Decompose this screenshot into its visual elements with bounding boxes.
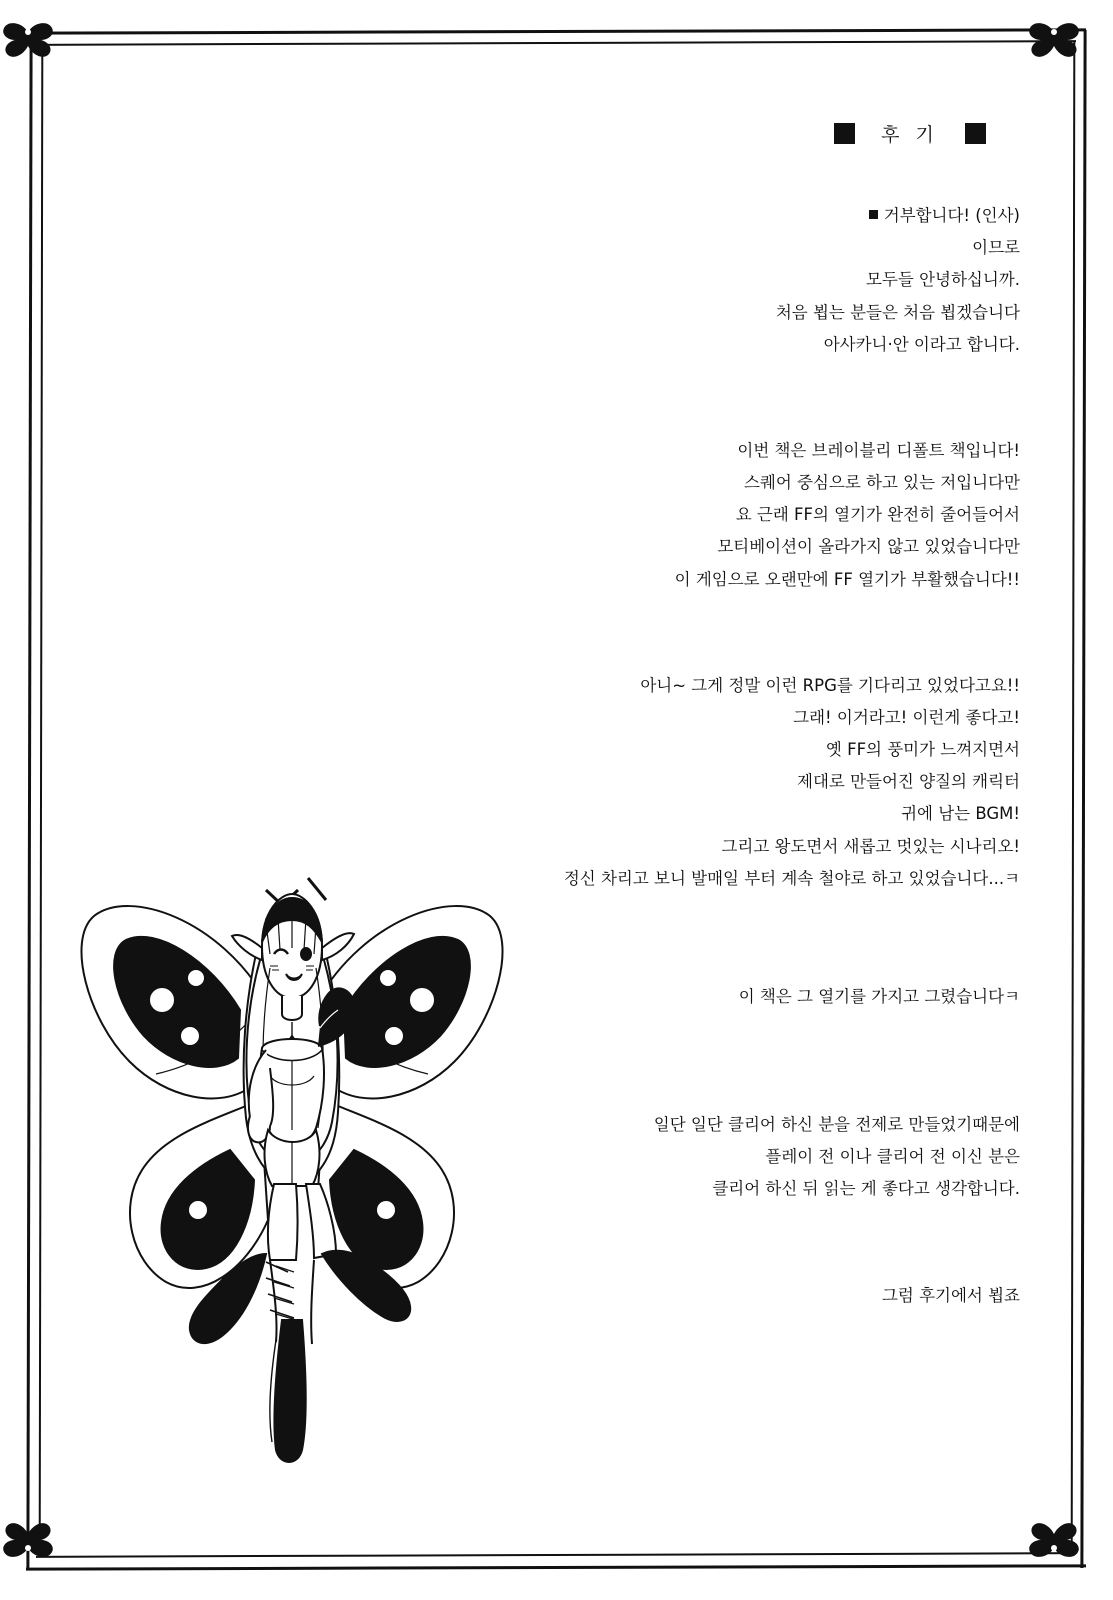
greeting-block [520,200,1020,361]
page-title: 후 기 [881,124,939,146]
frame-line-left-outer [26,30,32,1568]
frame-line-top-inner [36,40,1076,46]
text-line: 귀에 남는 BGM! [901,804,1020,824]
corner-ornament-icon [1026,6,1082,62]
book-intro-block [520,435,1020,596]
text-line: 모티베이션이 올라가지 않고 있었습니다만 [717,537,1020,557]
fairy-character-illustration [70,850,510,1470]
square-bullet-icon [869,210,878,219]
square-marker-icon [965,123,986,144]
text-line: 제대로 만들어진 양질의 캐릭터 [797,772,1020,792]
heat-note-block [520,981,1020,1013]
text-line: 이 책은 그 열기를 가지고 그렸습니다ㅋ [738,986,1020,1006]
frame-line-left-inner [39,42,44,1556]
closing-block [520,1280,1020,1312]
impression-block [520,670,1020,895]
spoiler-warning-block [520,1109,1020,1206]
afterword-heading [800,120,1020,147]
text-line: 거부합니다! (인사) [520,200,1020,232]
corner-ornament-icon [0,6,56,62]
frame-line-bottom-outer [26,1564,1086,1570]
text-line: 아사카니·안 이라고 합니다. [823,334,1020,354]
text-line: 그리고 왕도면서 새롭고 멋있는 시나리오! [721,836,1020,856]
text-line: 이번 책은 브레이블리 디폴트 책입니다! [737,440,1020,460]
frame-line-right-inner [1071,42,1076,1556]
frame-line-right-outer [1080,30,1086,1568]
afterword-text-column [520,200,1020,1336]
text-line: 스퀘어 중심으로 하고 있는 저입니다만 [743,473,1020,493]
text-line: 이므로 [972,238,1020,258]
text-line: 처음 뵙는 분들은 처음 뵙겠습니다 [775,302,1020,322]
corner-ornament-icon [0,1518,56,1574]
text-line: 아니~ 그게 정말 이런 RPG를 기다리고 있었다고요!! [640,675,1020,695]
text-line: 플레이 전 이나 클리어 전 이신 분은 [765,1147,1020,1167]
frame-line-top-outer [26,28,1086,34]
text-line: 모두들 안녕하십니까. [866,270,1020,290]
text-line: 정신 차리고 보니 발매일 부터 계속 철야로 하고 있었습니다...ㅋ [563,868,1020,888]
frame-line-bottom-inner [36,1552,1076,1558]
text-line: 일단 일단 클리어 하신 분을 전제로 만들었기때문에 [653,1115,1020,1135]
fairy-illustration-svg [70,850,510,1470]
text-line: 클리어 하신 뒤 읽는 게 좋다고 생각합니다. [712,1179,1020,1199]
text-line: 이 게임으로 오랜만에 FF 열기가 부활했습니다!! [674,569,1020,589]
corner-ornament-icon [1026,1518,1082,1574]
text-line: 요 근래 FF의 열기가 완전히 줄어들어서 [735,505,1020,525]
square-marker-icon [834,123,855,144]
text-line: 옛 FF의 풍미가 느껴지면서 [825,740,1020,760]
text-line: 그래! 이거라고! 이런게 좋다고! [793,707,1020,727]
text-line: 그럼 후기에서 뵙죠 [881,1285,1020,1305]
